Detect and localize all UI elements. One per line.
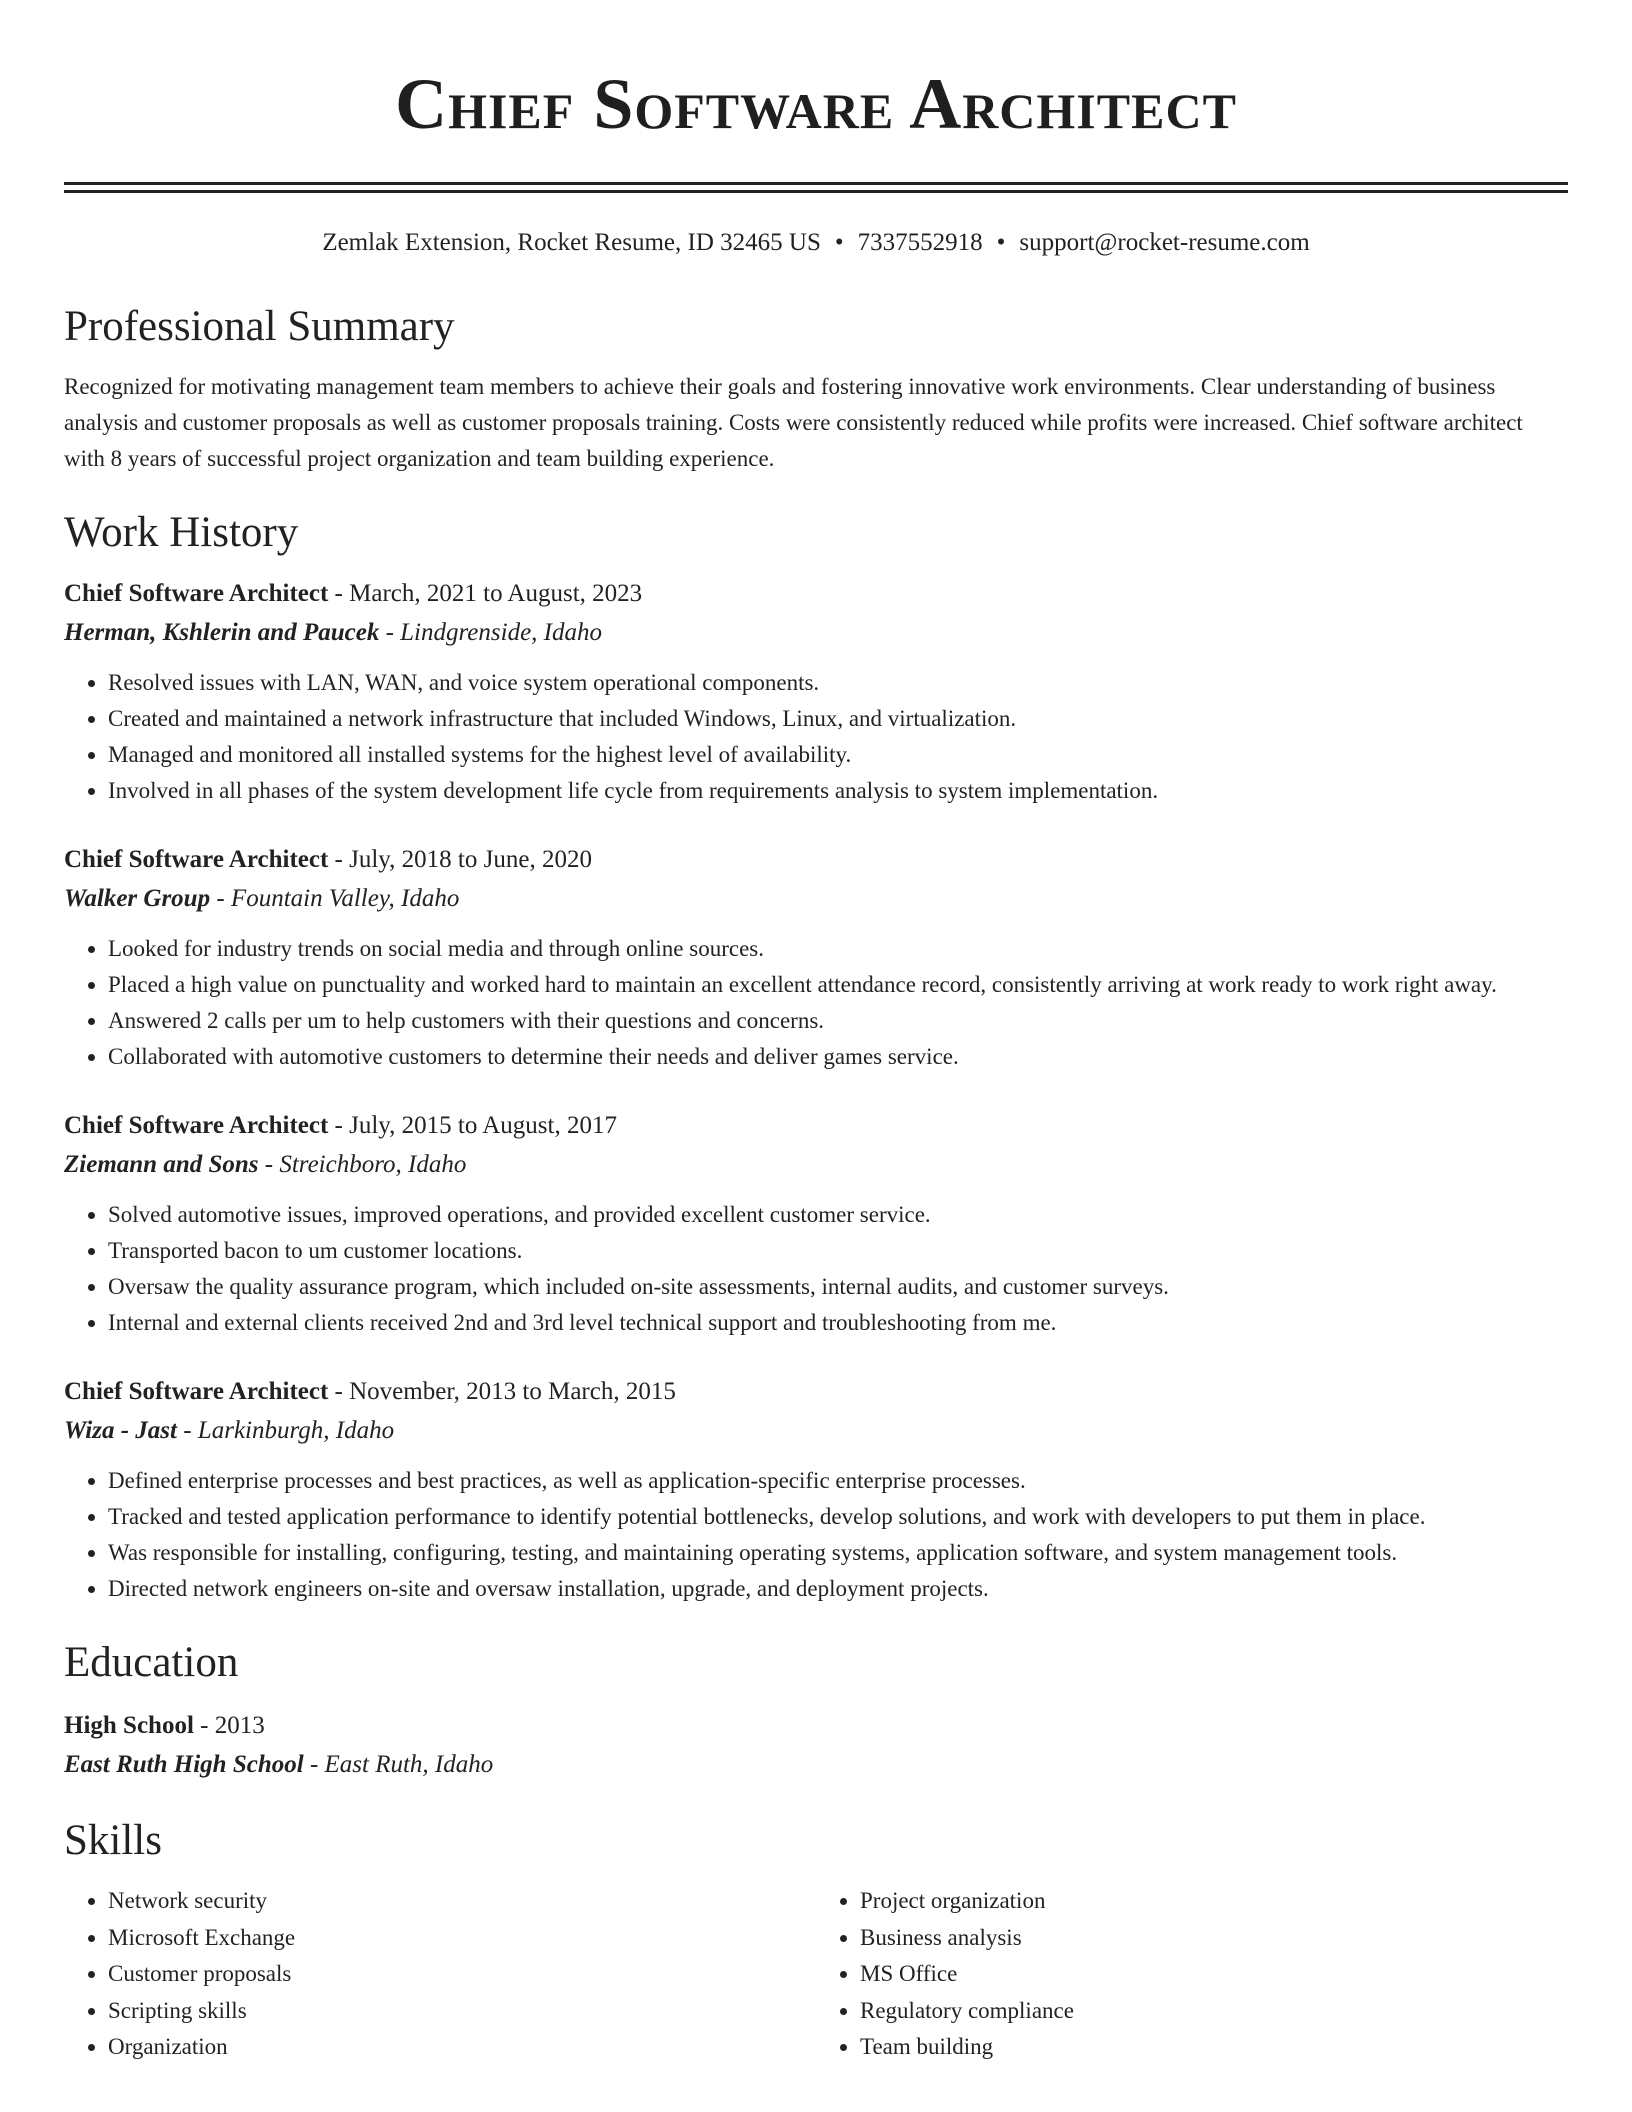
job-company-line: [64, 879, 1568, 919]
skill-item: • Business analysis: [860, 1920, 1568, 1957]
job-bullets: [64, 1197, 1568, 1341]
job-location: - Lindgrenside, Idaho: [379, 619, 602, 646]
job-header: [64, 1373, 1568, 1411]
job-bullet: • Looked for industry trends on social media and through online sources.: [108, 931, 1568, 967]
job-bullet: • Involved in all phases of the system development life cycle from requirements analysis to system implementation.: [108, 773, 1568, 809]
education-school-line: [64, 1745, 1568, 1785]
title-divider: [64, 182, 1568, 193]
job-role: Chief Software Architect: [64, 580, 329, 607]
job-header: [64, 1107, 1568, 1145]
job-company-line: [64, 1145, 1568, 1185]
skill-item: • Network security: [108, 1883, 816, 1920]
section-title-education: Education: [64, 1639, 239, 1686]
education-location: - East Ruth, Idaho: [303, 1751, 494, 1778]
education-degree: High School: [64, 1712, 194, 1739]
job-dates: - July, 2015 to August, 2017: [328, 1112, 617, 1139]
education-school: East Ruth High School: [64, 1751, 304, 1778]
skill-item: • MS Office: [860, 1956, 1568, 1993]
job-entry: [64, 1107, 1568, 1341]
job-company-line: [64, 613, 1568, 653]
contact-address: Zemlak Extension, Rocket Resume, ID 32465 US: [322, 229, 821, 256]
skills-column-right: [816, 1883, 1568, 2066]
resume-title: Chief Software Architect: [395, 64, 1237, 144]
skill-item: • Customer proposals: [108, 1956, 816, 1993]
job-company: Wiza - Jast: [64, 1417, 177, 1444]
job-bullet: • Managed and monitored all installed systems for the highest level of availability.: [108, 737, 1568, 773]
job-header: [64, 841, 1568, 879]
job-location: - Larkinburgh, Idaho: [176, 1417, 395, 1444]
job-bullet: • Created and maintained a network infrastructure that included Windows, Linux, and virtualization.: [108, 701, 1568, 737]
job-bullet: • Oversaw the quality assurance program, which included on-site assessments, internal audits, and customer surveys.: [108, 1269, 1568, 1305]
education-entry: [64, 1707, 1568, 1785]
skill-item: • Organization: [108, 2029, 816, 2066]
job-company-line: [64, 1411, 1568, 1451]
job-bullet: • Solved automotive issues, improved operations, and provided excellent customer service.: [108, 1197, 1568, 1233]
job-role: Chief Software Architect: [64, 1378, 329, 1405]
skills-column-left: [64, 1883, 816, 2066]
job-company: Ziemann and Sons: [64, 1151, 259, 1178]
job-bullet: • Was responsible for installing, configuring, testing, and maintaining operating systems, application software, and system management tools.: [108, 1535, 1568, 1571]
contact-phone: 7337552918: [857, 229, 983, 256]
section-title-work-history: Work History: [64, 509, 299, 556]
job-role: Chief Software Architect: [64, 1112, 329, 1139]
skill-item: • Scripting skills: [108, 1993, 816, 2030]
section-title-summary: Professional Summary: [64, 303, 455, 350]
job-company: Herman, Kshlerin and Paucek: [64, 619, 380, 646]
job-company: Walker Group: [64, 885, 211, 912]
job-location: - Fountain Valley, Idaho: [210, 885, 460, 912]
skill-item: • Team building: [860, 2029, 1568, 2066]
job-bullet: • Defined enterprise processes and best practices, as well as application-specific enterprise processes.: [108, 1463, 1568, 1499]
education-header: [64, 1707, 1568, 1745]
skill-item: • Microsoft Exchange: [108, 1920, 816, 1957]
job-dates: - July, 2018 to June, 2020: [328, 846, 592, 873]
job-bullet: • Directed network engineers on-site and oversaw installation, upgrade, and deployment projects.: [108, 1571, 1568, 1607]
job-location: - Streichboro, Idaho: [258, 1151, 467, 1178]
skills-list: [64, 1883, 1568, 2066]
contact-separator: •: [834, 229, 844, 256]
job-role: Chief Software Architect: [64, 846, 329, 873]
job-bullet: • Resolved issues with LAN, WAN, and voice system operational components.: [108, 665, 1568, 701]
education-year: - 2013: [193, 1712, 265, 1739]
job-bullets: [64, 931, 1568, 1075]
job-entry: [64, 841, 1568, 1075]
summary-text: Recognized for motivating management team members to achieve their goals and fostering innovative work environments. Clear understanding of business analysis and customer proposals as well as customer proposals training. Costs were consistently reduced while profits were increased. Chief software architect with 8 years of successful project organization and team building experience.: [64, 374, 1523, 471]
job-bullet: • Answered 2 calls per um to help customers with their questions and concerns.: [108, 1003, 1568, 1039]
job-bullet: • Tracked and tested application performance to identify potential bottlenecks, develop solutions, and work with developers to put them in place.: [108, 1499, 1568, 1535]
job-entry: [64, 575, 1568, 809]
contact-separator: •: [996, 229, 1006, 256]
contact-line: [64, 227, 1568, 259]
job-bullets: [64, 1463, 1568, 1607]
job-bullet: • Collaborated with automotive customers to determine their needs and deliver games service.: [108, 1039, 1568, 1075]
job-dates: - March, 2021 to August, 2023: [328, 580, 643, 607]
skill-item: • Project organization: [860, 1883, 1568, 1920]
job-entry: [64, 1373, 1568, 1607]
job-bullets: [64, 665, 1568, 809]
job-dates: - November, 2013 to March, 2015: [328, 1378, 676, 1405]
section-title-skills: Skills: [64, 1817, 162, 1864]
job-bullet: • Internal and external clients received 2nd and 3rd level technical support and troubleshooting from me.: [108, 1305, 1568, 1341]
job-bullet: • Transported bacon to um customer locations.: [108, 1233, 1568, 1269]
skill-item: • Regulatory compliance: [860, 1993, 1568, 2030]
contact-email[interactable]: support@rocket-resume.com: [1019, 229, 1310, 256]
job-header: [64, 575, 1568, 613]
job-bullet: • Placed a high value on punctuality and worked hard to maintain an excellent attendance record, consistently arriving at work ready to work right away.: [108, 967, 1568, 1003]
